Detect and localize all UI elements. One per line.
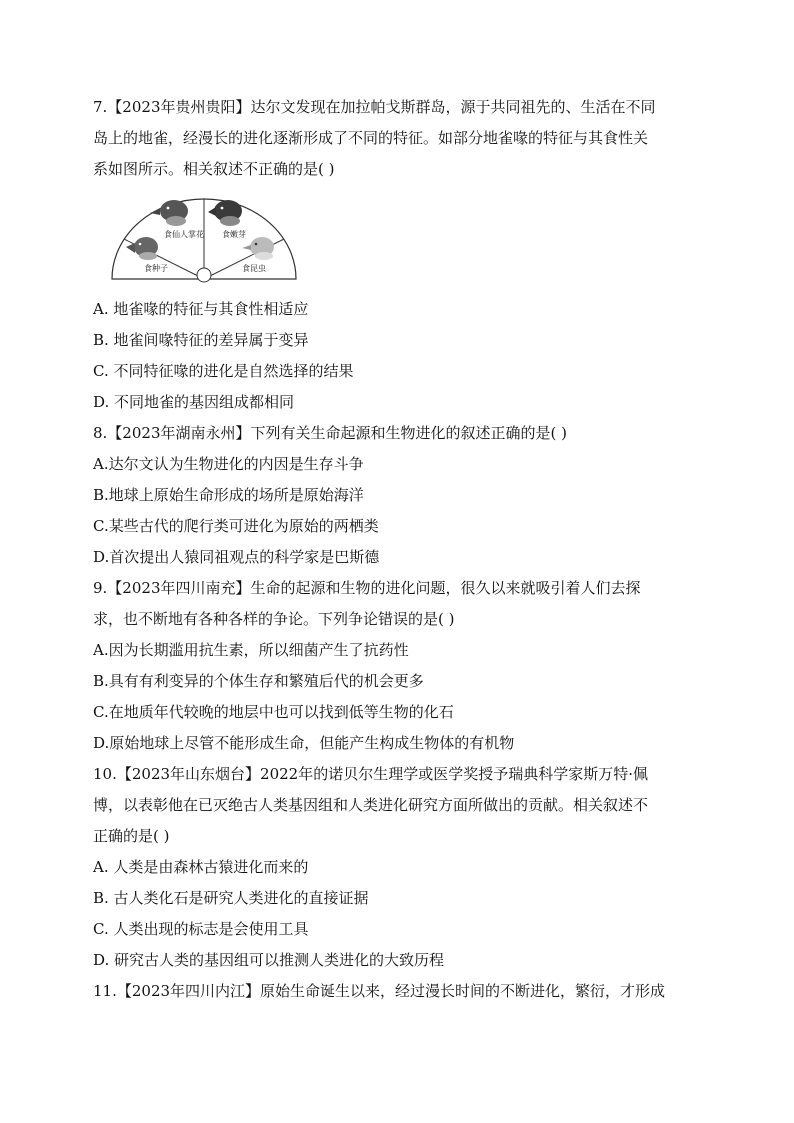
question-stem-line: 求，也不断地有各种各样的争论。下列争论错误的是( ) bbox=[93, 610, 455, 628]
question-11 bbox=[93, 976, 708, 1007]
question-8 bbox=[93, 418, 708, 573]
question-stem-line: 博，以表彰他在已灭绝古人类基因组和人类进化研究方面所做出的贡献。相关叙述不 bbox=[93, 796, 649, 814]
option-b: B. 古人类化石是研究人类进化的直接证据 bbox=[93, 889, 369, 907]
figure-label: 食种子 bbox=[144, 264, 168, 273]
question-9 bbox=[93, 573, 708, 759]
question-stem-line: 系如图所示。相关叙述不正确的是( ) bbox=[93, 160, 335, 178]
question-stem-line: 8.【2023年湖南永州】下列有关生命起源和生物进化的叙述正确的是( ) bbox=[93, 424, 567, 442]
semicircle-diagram bbox=[104, 191, 304, 286]
option-a: A.达尔文认为生物进化的内因是生存斗争 bbox=[93, 455, 364, 473]
option-a: A.因为长期滥用抗生素，所以细菌产生了抗药性 bbox=[93, 641, 409, 659]
option-d: D. 研究古人类的基因组可以推测人类进化的大致历程 bbox=[93, 951, 445, 969]
question-list bbox=[93, 92, 708, 1007]
finch-beak-figure bbox=[104, 191, 304, 286]
question-stem-line: 10.【2023年山东烟台】2022年的诺贝尔生理学或医学奖授予瑞典科学家斯万特·佩 bbox=[93, 765, 648, 783]
option-a: A. 人类是由森林古猿进化而来的 bbox=[93, 858, 309, 876]
figure-label: 食嫩芽 bbox=[222, 230, 246, 239]
option-b: B.具有有利变异的个体生存和繁殖后代的机会更多 bbox=[93, 672, 424, 690]
figure-label: 食仙人掌花 bbox=[164, 230, 204, 239]
option-c: C. 人类出现的标志是会使用工具 bbox=[93, 920, 309, 938]
question-stem-line: 9.【2023年四川南充】生命的起源和生物的进化问题，很久以来就吸引着人们去探 bbox=[93, 579, 641, 597]
option-d: D.原始地球上尽管不能形成生命，但能产生构成生物体的有机物 bbox=[93, 734, 515, 752]
question-10 bbox=[93, 759, 708, 976]
option-a: A. 地雀喙的特征与其食性相适应 bbox=[93, 300, 309, 318]
option-d: D.首次提出人猿同祖观点的科学家是巴斯德 bbox=[93, 548, 380, 566]
question-stem-line: 正确的是( ) bbox=[93, 827, 170, 845]
option-c: C.在地质年代较晚的地层中也可以找到低等生物的化石 bbox=[93, 703, 454, 721]
option-c: C.某些古代的爬行类可进化为原始的两栖类 bbox=[93, 517, 379, 535]
option-c: C. 不同特征喙的进化是自然选择的结果 bbox=[93, 362, 354, 380]
question-stem-line: 11.【2023年四川内江】原始生命诞生以来，经过漫长时间的不断进化，繁衍，才形成 bbox=[93, 982, 666, 1000]
option-b: B.地球上原始生命形成的场所是原始海洋 bbox=[93, 486, 364, 504]
option-d: D. 不同地雀的基因组成都相同 bbox=[93, 393, 295, 411]
question-stem-line: 岛上的地雀，经漫长的进化逐渐形成了不同的特征。如部分地雀喙的特征与其食性关 bbox=[93, 129, 649, 147]
question-stem-line: 7.【2023年贵州贵阳】达尔文发现在加拉帕戈斯群岛，源于共同祖先的、生活在不同 bbox=[93, 98, 656, 116]
option-b: B. 地雀间喙特征的差异属于变异 bbox=[93, 331, 309, 349]
question-7 bbox=[93, 92, 708, 418]
figure-label: 食昆虫 bbox=[242, 264, 266, 273]
